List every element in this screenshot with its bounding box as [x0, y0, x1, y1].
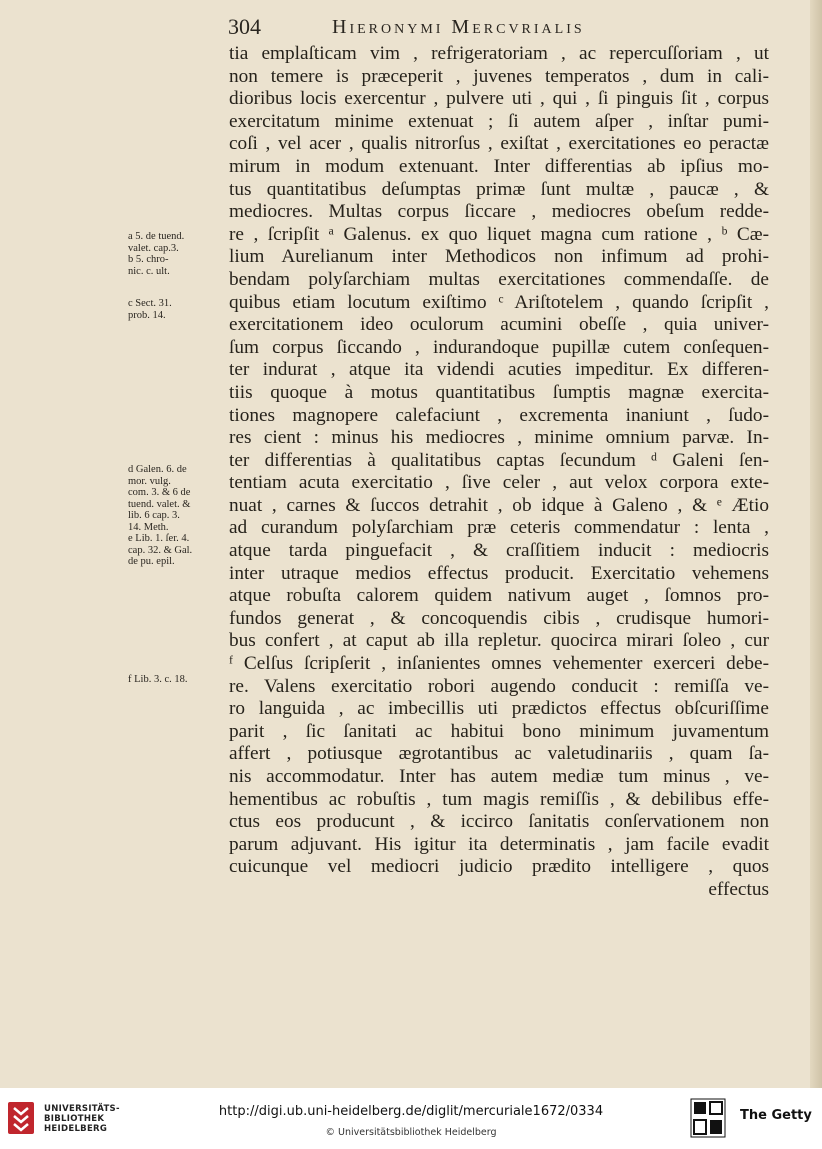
text-line: tia emplaſticam vim , refrigeratoriam , ac repercuſſoriam , ut: [229, 43, 769, 64]
text-line: atque robuſta calorem quidem nativum auget , ſomnos pro-: [229, 585, 769, 607]
text-line: non temere is præceperit , juvenes temperatos , dum in cali-: [229, 65, 769, 87]
text-line: coſi , vel acer , qualis nitrorſus , exiſtat , exercitationes eo peractæ: [229, 133, 769, 155]
text-line: cuicunque vel mediocri judicio prædito intelligere , quos: [229, 856, 769, 878]
text-line: res cient : minus his mediocres , minime omnium parvæ. In-: [229, 427, 769, 449]
text-line: ᶠ Celſus ſcripſerit , inſanientes omnes vehementer exerceri debe-: [229, 653, 769, 675]
text-line: atque tarda pinguefacit , & craſſitiem inducit : mediocris: [229, 540, 769, 562]
text-line: ter differentias à qualitatibus captas ſecundum ᵈ Galeni ſen-: [229, 449, 769, 471]
text-line: exercitationem ideo oculorum acumini obeſſe , quia univer-: [229, 314, 769, 336]
text-line: mediocres. Multas corpus ſiccare , mediocres obeſum redde-: [229, 201, 769, 223]
text-line: tiis quoque à motus quantitatibus ſumptis magnæ exercita-: [229, 381, 769, 403]
copyright-notice: © Universitätsbibliothek Heidelberg: [325, 1127, 497, 1138]
permalink-url[interactable]: http://digi.ub.uni-heidelberg.de/diglit/mercuriale1672/0334: [218, 1104, 604, 1119]
text-line: fundos generat , & concoquendis cibis , crudisque humori-: [229, 607, 769, 629]
text-line: tiones magnopere calefaciunt , excrementa inaniunt , ſudo-: [229, 404, 769, 426]
text-line: mirum in modum extenuant. Inter differentias ab ipſius mo-: [229, 155, 769, 177]
text-line: ſum corpus ſiccando , indurandoque pupillæ cutem conſequen-: [229, 336, 769, 358]
text-line: exercitatum minime extenuat ; ſi autem aſper , inſtar pumi-: [229, 110, 769, 132]
text-line: ctus eos producunt , & iccirco ſanitatis conſervationem non: [229, 811, 769, 833]
text-line: lium Aurelianum inter Methodicos non infimum ad prohi-: [229, 246, 769, 268]
text-line: ter indurat , atque ita videndi acuties impeditur. Ex differen-: [229, 359, 769, 381]
page-edge: [810, 0, 822, 1088]
text-line: tentiam acuta exercitatio , ſive celer , aut velox corpora exte-: [229, 472, 769, 494]
text-line: dioribus locis exercentur , pulvere uti , qui , ſi pinguis ſit , corpus: [229, 88, 769, 110]
margin-note-a: a 5. de tuend. valet. cap.3. b 5. chro- nic. c. ult.: [128, 231, 185, 277]
text-line: nuat , carnes & ſuccos detrahit , ob idque à Galeno , & ᵉ Ætio: [229, 494, 769, 516]
page-number: 304: [228, 14, 261, 39]
text-line: tus quantitatibus deſumptas primæ ſunt multæ , paucæ , &: [229, 178, 769, 200]
text-line: ro languida , ac imbecillis uti prædictos effectus obſcuriſſime: [229, 698, 769, 720]
institution-line-3: HEIDELBERG: [44, 1124, 108, 1134]
text-line: inter utraque medios effectus producit. Exercitatio vehemens: [229, 562, 769, 584]
text-line: affert , potiusque ægrotantibus ac valetudinariis , quam ſa-: [229, 743, 769, 765]
text-line: hementibus ac robuſtis , tum magis remiſſis , & debilibus effe-: [229, 788, 769, 810]
getty-logo-icon[interactable]: [690, 1098, 726, 1138]
text-line: parit , ſic ſanitati ac habitui bono minimum juvamentum: [229, 720, 769, 742]
text-line: re , ſcripſit ᵃ Galenus. ex quo liquet magna cum ratione , ᵇ Cæ-: [229, 223, 769, 245]
institution-line-1: UNIVERSITÄTS-: [44, 1104, 120, 1114]
text-line: parum adjuvant. His igitur ita determinatis , jam facile evadit: [229, 833, 769, 855]
text-line: effectus: [708, 878, 769, 900]
text-line: bendam polyſarchiam multas exercitationes commendaſſe. de: [229, 268, 769, 290]
partner-name[interactable]: The Getty: [740, 1108, 812, 1123]
text-line: re. Valens exercitatio robori augendo conducit : remiſſa ve-: [229, 675, 769, 697]
text-line: bus confert , at caput ab illa repletur. quocirca mirari ſoleo , cur: [229, 630, 769, 652]
institution-line-2: BIBLIOTHEK: [44, 1114, 105, 1124]
body-text: [229, 43, 769, 902]
margin-note-c: c Sect. 31. prob. 14.: [128, 298, 172, 321]
text-line: quibus etiam locutum exiſtimo ᶜ Ariſtotelem , quando ſcripſit ,: [229, 291, 769, 313]
viewer-footer: [0, 1088, 822, 1149]
text-line: nis accommodatur. Inter has autem mediæ tum minus , ve-: [229, 766, 769, 787]
text-line: ad curandum polyſarchiam præ ceteris commendatur : lenta ,: [229, 517, 769, 539]
running-title: Hieronymi Mercvrialis: [332, 16, 585, 38]
margin-note-f: f Lib. 3. c. 18.: [128, 674, 188, 685]
margin-note-d: d Galen. 6. de mor. vulg. com. 3. & 6 de tuend. valet. & lib. 6 cap. 3. 14. Meth. e Lib. 1. ſer. 4. cap. 32. & Gal. de pu. epil.: [128, 464, 193, 567]
running-head: [228, 14, 768, 42]
